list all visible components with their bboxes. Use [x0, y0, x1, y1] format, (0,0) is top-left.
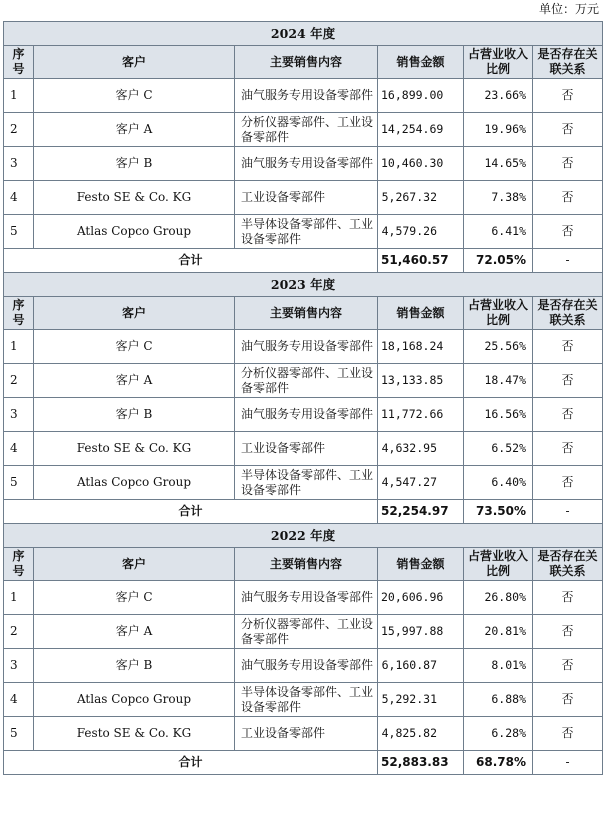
revenue-ratio: 6.28% [464, 717, 533, 751]
customer-name: 客户 B [34, 147, 235, 181]
total-ratio: 73.50% [464, 500, 533, 524]
row-number: 3 [4, 398, 34, 432]
sales-content: 工业设备零部件 [235, 717, 378, 751]
sales-amount: 5,292.31 [378, 683, 464, 717]
table-row [4, 398, 603, 432]
total-row [4, 751, 603, 775]
customer-name: Festo SE & Co. KG [34, 432, 235, 466]
row-number: 5 [4, 466, 34, 500]
header-related: 是否存在关联关系 [533, 297, 603, 330]
related-party: 否 [533, 649, 603, 683]
table-row [4, 717, 603, 751]
customer-name: Atlas Copco Group [34, 683, 235, 717]
total-ratio: 68.78% [464, 751, 533, 775]
year-title: 2024 年度 [4, 22, 603, 46]
row-number: 3 [4, 147, 34, 181]
column-header-row [4, 548, 603, 581]
customer-name: Atlas Copco Group [34, 215, 235, 249]
revenue-ratio: 26.80% [464, 581, 533, 615]
sales-amount: 4,825.82 [378, 717, 464, 751]
row-number: 1 [4, 330, 34, 364]
sales-amount: 14,254.69 [378, 113, 464, 147]
header-ratio: 占营业收入比例 [464, 46, 533, 79]
customer-name: 客户 C [34, 330, 235, 364]
table-row [4, 581, 603, 615]
total-related: - [533, 751, 603, 775]
header-related: 是否存在关联关系 [533, 548, 603, 581]
related-party: 否 [533, 113, 603, 147]
header-customer: 客户 [34, 297, 235, 330]
customer-name: 客户 A [34, 615, 235, 649]
sales-content: 油气服务专用设备零部件 [235, 398, 378, 432]
revenue-ratio: 8.01% [464, 649, 533, 683]
table-row [4, 79, 603, 113]
total-label: 合计 [4, 500, 378, 524]
revenue-ratio: 6.52% [464, 432, 533, 466]
row-number: 3 [4, 649, 34, 683]
sales-amount: 13,133.85 [378, 364, 464, 398]
total-row [4, 500, 603, 524]
customer-name: Atlas Copco Group [34, 466, 235, 500]
related-party: 否 [533, 615, 603, 649]
sales-amount: 4,632.95 [378, 432, 464, 466]
customer-name: 客户 C [34, 79, 235, 113]
related-party: 否 [533, 466, 603, 500]
total-amount: 51,460.57 [378, 249, 464, 273]
header-customer: 客户 [34, 548, 235, 581]
sales-amount: 10,460.30 [378, 147, 464, 181]
column-header-row [4, 46, 603, 79]
related-party: 否 [533, 215, 603, 249]
row-number: 1 [4, 79, 34, 113]
related-party: 否 [533, 330, 603, 364]
sales-content: 工业设备零部件 [235, 181, 378, 215]
sales-amount: 15,997.88 [378, 615, 464, 649]
sales-amount: 4,579.26 [378, 215, 464, 249]
table-row [4, 364, 603, 398]
row-number: 2 [4, 113, 34, 147]
customer-name: 客户 C [34, 581, 235, 615]
table-row [4, 466, 603, 500]
year-header-row [4, 273, 603, 297]
table-row [4, 181, 603, 215]
row-number: 4 [4, 181, 34, 215]
customer-name: Festo SE & Co. KG [34, 717, 235, 751]
table-row [4, 432, 603, 466]
sales-content: 油气服务专用设备零部件 [235, 330, 378, 364]
related-party: 否 [533, 717, 603, 751]
total-amount: 52,254.97 [378, 500, 464, 524]
customer-name: 客户 A [34, 113, 235, 147]
sales-amount: 4,547.27 [378, 466, 464, 500]
sales-content: 分析仪器零部件、工业设备零部件 [235, 364, 378, 398]
header-content: 主要销售内容 [235, 297, 378, 330]
header-no: 序号 [4, 297, 34, 330]
sales-content: 半导体设备零部件、工业设备零部件 [235, 466, 378, 500]
related-party: 否 [533, 432, 603, 466]
related-party: 否 [533, 181, 603, 215]
related-party: 否 [533, 147, 603, 181]
revenue-ratio: 14.65% [464, 147, 533, 181]
table-row [4, 147, 603, 181]
header-customer: 客户 [34, 46, 235, 79]
related-party: 否 [533, 581, 603, 615]
customer-name: 客户 B [34, 398, 235, 432]
year-header-row [4, 22, 603, 46]
sales-amount: 5,267.32 [378, 181, 464, 215]
total-row [4, 249, 603, 273]
revenue-ratio: 6.40% [464, 466, 533, 500]
row-number: 4 [4, 432, 34, 466]
total-related: - [533, 500, 603, 524]
revenue-ratio: 6.88% [464, 683, 533, 717]
table-row [4, 113, 603, 147]
row-number: 2 [4, 364, 34, 398]
header-ratio: 占营业收入比例 [464, 548, 533, 581]
header-content: 主要销售内容 [235, 548, 378, 581]
header-amount: 销售金额 [378, 548, 464, 581]
header-ratio: 占营业收入比例 [464, 297, 533, 330]
revenue-ratio: 6.41% [464, 215, 533, 249]
sales-content: 油气服务专用设备零部件 [235, 147, 378, 181]
table-row [4, 215, 603, 249]
row-number: 1 [4, 581, 34, 615]
table-row [4, 649, 603, 683]
sales-content: 分析仪器零部件、工业设备零部件 [235, 113, 378, 147]
revenue-ratio: 16.56% [464, 398, 533, 432]
sales-content: 油气服务专用设备零部件 [235, 649, 378, 683]
row-number: 2 [4, 615, 34, 649]
related-party: 否 [533, 683, 603, 717]
header-related: 是否存在关联关系 [533, 46, 603, 79]
revenue-ratio: 25.56% [464, 330, 533, 364]
sales-amount: 6,160.87 [378, 649, 464, 683]
year-header-row [4, 524, 603, 548]
row-number: 5 [4, 215, 34, 249]
customer-name: 客户 B [34, 649, 235, 683]
row-number: 4 [4, 683, 34, 717]
sales-content: 分析仪器零部件、工业设备零部件 [235, 615, 378, 649]
header-amount: 销售金额 [378, 297, 464, 330]
sales-content: 工业设备零部件 [235, 432, 378, 466]
header-no: 序号 [4, 46, 34, 79]
sales-content: 油气服务专用设备零部件 [235, 581, 378, 615]
total-label: 合计 [4, 249, 378, 273]
table-row [4, 615, 603, 649]
sales-amount: 20,606.96 [378, 581, 464, 615]
header-content: 主要销售内容 [235, 46, 378, 79]
sales-content: 半导体设备零部件、工业设备零部件 [235, 215, 378, 249]
revenue-ratio: 23.66% [464, 79, 533, 113]
related-party: 否 [533, 398, 603, 432]
sales-amount: 16,899.00 [378, 79, 464, 113]
year-title: 2023 年度 [4, 273, 603, 297]
total-amount: 52,883.83 [378, 751, 464, 775]
revenue-ratio: 19.96% [464, 113, 533, 147]
related-party: 否 [533, 79, 603, 113]
revenue-ratio: 20.81% [464, 615, 533, 649]
top-customers-table [3, 21, 603, 775]
table-row [4, 330, 603, 364]
table-row [4, 683, 603, 717]
total-label: 合计 [4, 751, 378, 775]
total-related: - [533, 249, 603, 273]
sales-content: 油气服务专用设备零部件 [235, 79, 378, 113]
customer-name: 客户 A [34, 364, 235, 398]
revenue-ratio: 7.38% [464, 181, 533, 215]
table-body [4, 22, 603, 775]
sales-content: 半导体设备零部件、工业设备零部件 [235, 683, 378, 717]
header-amount: 销售金额 [378, 46, 464, 79]
sales-amount: 18,168.24 [378, 330, 464, 364]
unit-label: 单位：万元 [538, 2, 599, 16]
header-no: 序号 [4, 548, 34, 581]
total-ratio: 72.05% [464, 249, 533, 273]
sales-amount: 11,772.66 [378, 398, 464, 432]
revenue-ratio: 18.47% [464, 364, 533, 398]
column-header-row [4, 297, 603, 330]
related-party: 否 [533, 364, 603, 398]
row-number: 5 [4, 717, 34, 751]
year-title: 2022 年度 [4, 524, 603, 548]
customer-name: Festo SE & Co. KG [34, 181, 235, 215]
